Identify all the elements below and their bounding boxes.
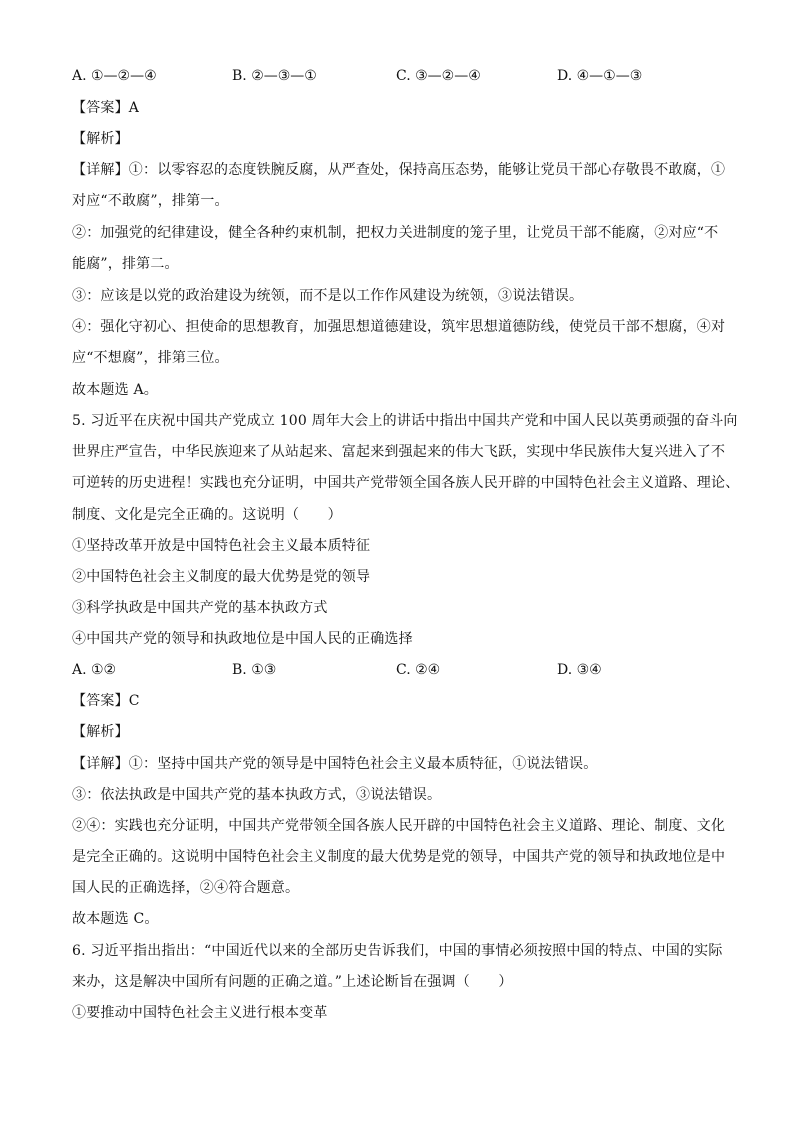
q5-detail-line: 国人民的正确选择，②④符合题意。 [72,880,300,896]
q5-detail-line: 故本题选 C。 [72,911,159,927]
q5-statement: ③科学执政是中国共产党的基本执政方式 [72,600,328,616]
q4-detail-line: ③：应该是以党的政治建设为统领，而不是以工作作风建设为统领，③说法错误。 [72,288,584,304]
q6-stem-line: 6. 习近平指出指出：“中国近代以来的全部历史告诉我们，中国的事情必须按照中国的特点、中国的实际 [72,943,723,959]
q6-stem-line: 来办，这是解决中国所有问题的正确之道。”上述论断旨在强调（ ） [72,974,513,990]
q4-option-c: C. ③—②—④ [396,68,481,84]
q5-detail-line: ③：依法执政是中国共产党的基本执政方式，③说法错误。 [72,787,442,803]
q5-statement: ②中国特色社会主义制度的最大优势是党的领导 [72,569,371,585]
q4-detail-line: 对应“不敢腐”，排第一。 [72,193,229,209]
q5-detail-line: 是完全正确的。这说明中国特色社会主义制度的最大优势是党的领导，中国共产党的领导和执政地位是中 [72,849,726,865]
q4-option-d: D. ④—①—③ [557,68,643,84]
q5-option-a: A. ①② [72,662,117,678]
q4-answer: 【答案】A [72,100,140,116]
q4-detail-line: 【详解】①：以零容忍的态度铁腕反腐，从严查处，保持高压态势，能够让党员干部心存敬畏不敢腐，① [72,162,726,178]
q6-statement: ①要推动中国特色社会主义进行根本变革 [72,1005,328,1021]
q5-option-d: D. ③④ [557,662,602,678]
q5-stem-line: 可逆转的历史进程！实践也充分证明，中国共产党带领全国各族人民开辟的中国特色社会主义道路、理论、 [72,475,740,491]
q4-detail-line: 故本题选 A。 [72,382,158,398]
q5-stem-line: 制度、文化是完全正确的。这说明（ ） [72,507,342,523]
q5-statement: ①坚持改革开放是中国特色社会主义最本质特征 [72,538,371,554]
q5-detail-line: 【详解】①：坚持中国共产党的领导是中国特色社会主义最本质特征，①说法错误。 [72,756,598,772]
q4-analysis-label: 【解析】 [72,131,129,147]
q4-detail-line: 能腐”，排第二。 [72,256,179,272]
q4-detail-line: 应“不想腐”，排第三位。 [72,350,229,366]
q5-detail-line: ②④：实践也充分证明，中国共产党带领全国各族人民开辟的中国特色社会主义道路、理论、制度、文化 [72,818,726,834]
q4-detail-line: ②：加强党的纪律建设，健全各种约束机制，把权力关进制度的笼子里，让党员干部不能腐，②对应“不 [72,225,719,241]
q5-answer: 【答案】C [72,693,140,709]
q5-analysis-label: 【解析】 [72,724,129,740]
q5-stem-line: 5. 习近平在庆祝中国共产党成立 100 周年大会上的讲话中指出中国共产党和中国人民以英勇顽强的奋斗向 [72,413,738,429]
q5-option-c: C. ②④ [396,662,441,678]
q5-option-b: B. ①③ [232,662,277,678]
q4-option-a: A. ①—②—④ [72,68,157,84]
q4-detail-line: ④：强化守初心、担使命的思想教育，加强思想道德建设，筑牢思想道德防线，使党员干部不想腐，④对 [72,319,726,335]
q5-statement: ④中国共产党的领导和执政地位是中国人民的正确选择 [72,631,413,647]
q4-option-b: B. ②—③—① [232,68,317,84]
q5-stem-line: 世界庄严宣告，中华民族迎来了从站起来、富起来到强起来的伟大飞跃，实现中华民族伟大复兴进入了不 [72,444,726,460]
